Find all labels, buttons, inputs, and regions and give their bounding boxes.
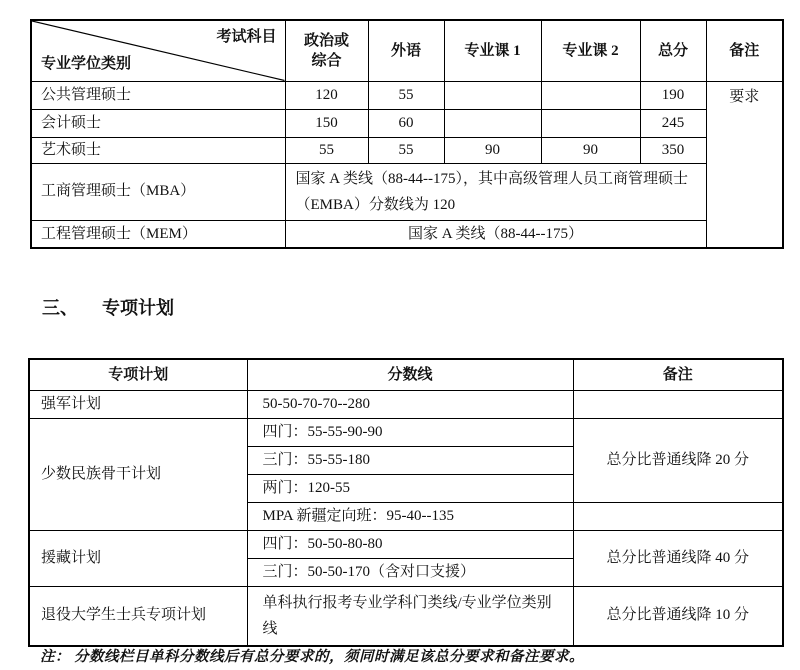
cell-category: 工商管理硕士（MBA） [31, 163, 285, 220]
header-politics-line1: 政治或 [303, 32, 349, 49]
cell-score-line: 50-50-70-70--280 [247, 390, 573, 418]
header-plan: 专项计划 [29, 359, 247, 390]
special-plans-table [28, 358, 784, 647]
section-title-text: 专项计划 [102, 298, 174, 318]
cell-score-line: 四门：55-55-90-90 [247, 418, 573, 446]
header-major1: 专业课 1 [444, 20, 541, 81]
cell-category: 艺术硕士 [31, 137, 285, 163]
row-tibet-four [29, 530, 783, 558]
cell-remark-merged: 要求 [706, 81, 783, 248]
table-row [31, 109, 783, 137]
cell-remark-veteran: 总分比普通线降 10 分 [573, 586, 783, 646]
corner-label-subjects: 考试科目 [216, 29, 277, 45]
cell-major1: 90 [444, 137, 541, 163]
table-row [31, 81, 783, 109]
score-table-header-row [31, 20, 783, 81]
cell-remark-mpa [573, 502, 783, 530]
cell-total: 350 [640, 137, 706, 163]
header-remark: 备注 [573, 359, 783, 390]
cell-score-line: 三门：55-55-180 [247, 446, 573, 474]
cell-foreign: 55 [368, 137, 444, 163]
cell-plan-tibet: 援藏计划 [29, 530, 247, 586]
cell-plan-minority: 少数民族骨干计划 [29, 418, 247, 530]
footnote [40, 645, 584, 666]
cell-score-line: 两门：120-55 [247, 474, 573, 502]
cell-major2 [541, 109, 640, 137]
cell-politics: 150 [285, 109, 368, 137]
cell-total: 190 [640, 81, 706, 109]
header-politics-line2: 综合 [311, 52, 342, 69]
cell-plan: 强军计划 [29, 390, 247, 418]
special-table-header-row [29, 359, 783, 390]
section-number: 三、 [42, 298, 78, 318]
header-remark: 备注 [706, 20, 783, 81]
cell-foreign: 60 [368, 109, 444, 137]
score-table [30, 19, 784, 249]
cell-total: 245 [640, 109, 706, 137]
header-total: 总分 [640, 20, 706, 81]
cell-politics: 55 [285, 137, 368, 163]
cell-score-line: MPA 新疆定向班：95-40--135 [247, 502, 573, 530]
cell-remark-minority: 总分比普通线降 20 分 [573, 418, 783, 502]
header-foreign: 外语 [368, 20, 444, 81]
corner-cell [31, 20, 285, 81]
table-row [31, 137, 783, 163]
footnote-text: 分数线栏目单科分数线后有总分要求的，须同时满足该总分要求和备注要求。 [74, 649, 584, 665]
header-score-line: 分数线 [247, 359, 573, 390]
cell-major2: 90 [541, 137, 640, 163]
cell-score-line: 单科执行报考专业学科门类线/专业学位类别线 [247, 586, 573, 646]
cell-score-line: 四门：50-50-80-80 [247, 530, 573, 558]
table-row-mem [31, 220, 783, 248]
cell-major1 [444, 109, 541, 137]
cell-plan-veteran: 退役大学生士兵专项计划 [29, 586, 247, 646]
row-veteran [29, 586, 783, 646]
footnote-label: 注： [40, 649, 70, 665]
cell-score-line: 三门：50-50-170（含对口支援） [247, 558, 573, 586]
cell-category: 公共管理硕士 [31, 81, 285, 109]
cell-remark [573, 390, 783, 418]
cell-mem-line: 国家 A 类线（88-44--175） [285, 220, 706, 248]
row-qiangjun [29, 390, 783, 418]
header-politics [285, 20, 368, 81]
row-minority-four [29, 418, 783, 446]
cell-major1 [444, 81, 541, 109]
corner-label-category: 专业学位类别 [41, 56, 132, 73]
cell-mba-line: 国家 A 类线（88-44--175），其中高级管理人员工商管理硕士（EMBA）分数线为 120 [285, 163, 706, 220]
cell-foreign: 55 [368, 81, 444, 109]
cell-category: 工程管理硕士（MEM） [31, 220, 285, 248]
table-row-mba [31, 163, 783, 220]
cell-major2 [541, 81, 640, 109]
cell-politics: 120 [285, 81, 368, 109]
cell-category: 会计硕士 [31, 109, 285, 137]
section-title [42, 294, 174, 320]
cell-remark-tibet: 总分比普通线降 40 分 [573, 530, 783, 586]
header-major2: 专业课 2 [541, 20, 640, 81]
